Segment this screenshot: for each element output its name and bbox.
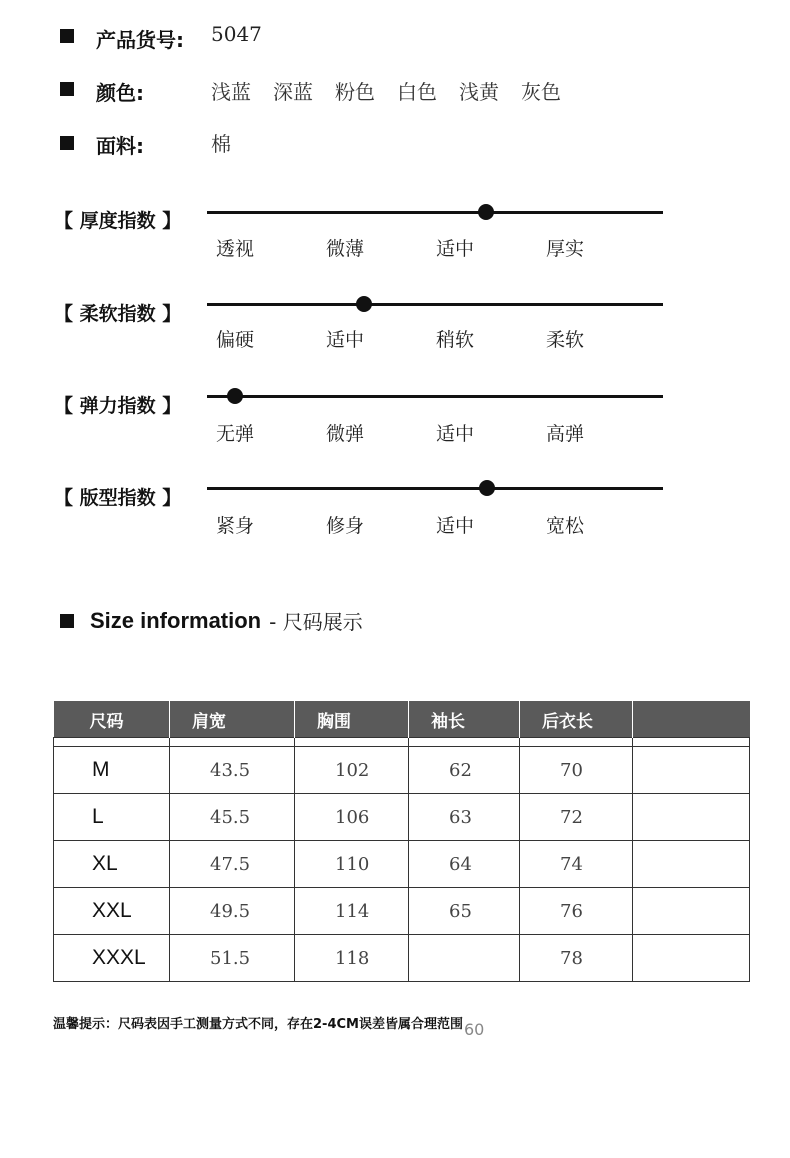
column-header: 肩宽: [170, 701, 295, 738]
column-header: 后衣长: [520, 701, 633, 738]
bullet-square-icon: [60, 614, 74, 628]
sleeve-cell: 63: [409, 794, 520, 841]
extra-cell: [633, 794, 750, 841]
scale-label: 透视: [216, 238, 255, 260]
index-scale-line: [207, 487, 663, 490]
shoulder-cell: 45.5: [170, 794, 295, 841]
table-row: [54, 888, 750, 935]
size-table: [53, 701, 750, 982]
measurement-note: 温馨提示：尺码表因手工测量方式不同，存在2-4CM误差皆属合理范围: [53, 1017, 463, 1032]
column-header: 胸围: [295, 701, 409, 738]
table-row: [54, 794, 750, 841]
color-option: 浅蓝: [211, 80, 251, 104]
scale-label: 无弹: [216, 423, 255, 445]
color-list: [211, 76, 561, 105]
fabric-value: 棉: [211, 132, 231, 156]
size-section-heading: [60, 606, 363, 635]
index-scale-line: [207, 303, 663, 306]
shoulder-cell: 47.5: [170, 841, 295, 888]
size-cell: XL: [54, 841, 170, 888]
scale-label: 高弹: [546, 423, 585, 445]
size-cell: L: [54, 794, 170, 841]
fabric-label: 面料:: [96, 134, 144, 158]
bullet-square-icon: [60, 82, 74, 96]
chest-cell: 114: [295, 888, 409, 935]
scale-label: 适中: [326, 329, 365, 351]
sleeve-cell: 65: [409, 888, 520, 935]
extra-cell: [633, 888, 750, 935]
size-cell: M: [54, 747, 170, 794]
chest-cell: 118: [295, 935, 409, 982]
color-option: 粉色: [335, 80, 375, 104]
length-cell: 76: [520, 888, 633, 935]
index-scale-line: [207, 211, 663, 214]
table-header-row: [54, 701, 750, 738]
index-marker-dot: [356, 296, 372, 312]
scale-label: 宽松: [546, 515, 585, 537]
index-title: 【 厚度指数 】: [54, 210, 182, 232]
index-title: 【 弹力指数 】: [54, 395, 182, 417]
scale-label: 厚实: [546, 238, 585, 260]
bullet-square-icon: [60, 136, 74, 150]
size-cell: XXXL: [54, 935, 170, 982]
sleeve-cell: 64: [409, 841, 520, 888]
chest-cell: 106: [295, 794, 409, 841]
page-mark: 60: [464, 1020, 485, 1039]
color-option: 白色: [397, 80, 437, 104]
length-cell: 74: [520, 841, 633, 888]
index-title: 【 版型指数 】: [54, 487, 182, 509]
index-marker-dot: [479, 480, 495, 496]
index-scale-labels: [216, 511, 656, 538]
length-cell: 78: [520, 935, 633, 982]
product-code-value: 5047: [211, 22, 262, 46]
bullet-square-icon: [60, 29, 74, 43]
scale-label: 柔软: [546, 329, 585, 351]
table-row: [54, 841, 750, 888]
shoulder-cell: 51.5: [170, 935, 295, 982]
extra-cell: [633, 935, 750, 982]
scale-label: 微薄: [326, 238, 365, 260]
column-header: 尺码: [54, 701, 170, 738]
index-scale-labels: [216, 325, 656, 352]
length-cell: 72: [520, 794, 633, 841]
scale-label: 微弹: [326, 423, 365, 445]
scale-label: 紧身: [216, 515, 255, 537]
index-title: 【 柔软指数 】: [54, 303, 182, 325]
index-marker-dot: [227, 388, 243, 404]
chest-cell: 110: [295, 841, 409, 888]
column-header: [633, 701, 750, 738]
shoulder-cell: 43.5: [170, 747, 295, 794]
index-marker-dot: [478, 204, 494, 220]
scale-label: 适中: [436, 238, 475, 260]
index-scale-labels: [216, 419, 656, 446]
color-option: 灰色: [521, 80, 561, 104]
extra-cell: [633, 841, 750, 888]
scale-label: 适中: [436, 515, 475, 537]
sleeve-cell: 62: [409, 747, 520, 794]
scale-label: 偏硬: [216, 329, 255, 351]
index-scale-line: [207, 395, 663, 398]
color-label: 颜色:: [96, 81, 144, 105]
color-option: 深蓝: [273, 80, 313, 104]
size-section-subtitle: - 尺码展示: [269, 610, 363, 634]
scale-label: 适中: [436, 423, 475, 445]
chest-cell: 102: [295, 747, 409, 794]
column-header: 袖长: [409, 701, 520, 738]
extra-cell: [633, 747, 750, 794]
scale-label: 稍软: [436, 329, 475, 351]
scale-label: 修身: [326, 515, 365, 537]
table-spacer-row: [54, 738, 750, 747]
length-cell: 70: [520, 747, 633, 794]
size-cell: XXL: [54, 888, 170, 935]
sleeve-cell: [409, 935, 520, 982]
table-row: [54, 935, 750, 982]
index-scale-labels: [216, 234, 656, 261]
table-row: [54, 747, 750, 794]
product-code-label: 产品货号:: [96, 28, 184, 52]
shoulder-cell: 49.5: [170, 888, 295, 935]
color-option: 浅黄: [459, 80, 499, 104]
size-section-title: Size information: [90, 607, 262, 633]
